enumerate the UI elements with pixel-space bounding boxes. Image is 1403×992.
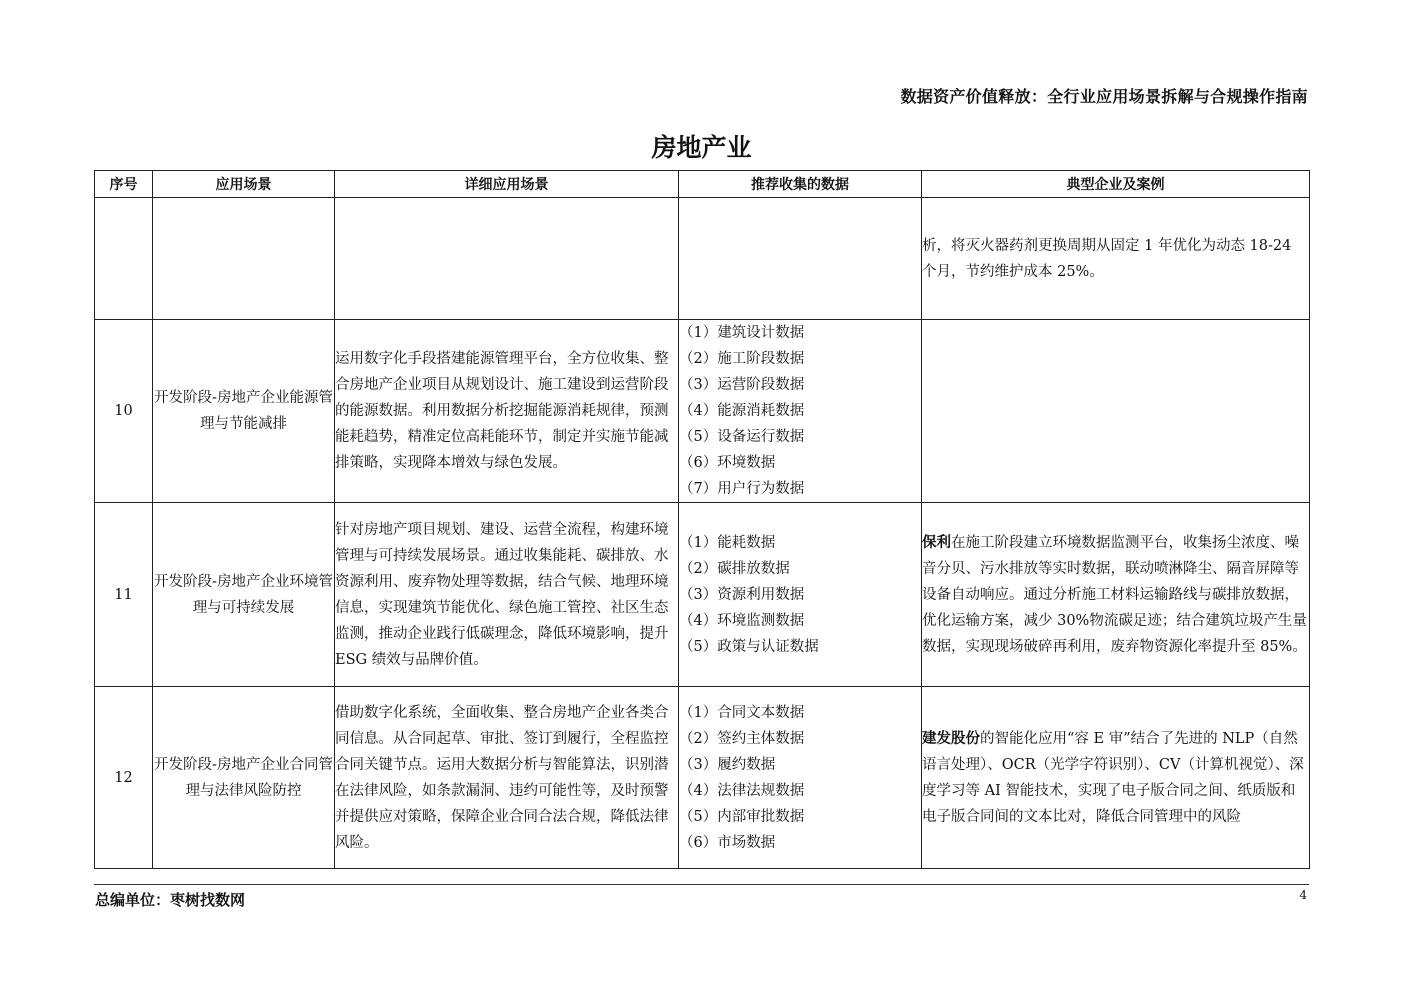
data-list [679,687,922,869]
row-number: 11 [95,503,153,687]
scene-name: 开发阶段-房地产企业能源管理与节能减排 [153,320,335,503]
cell-no [95,198,153,320]
footer-editor: 总编单位：枣树找数网 [95,891,246,909]
case-cell [922,320,1310,503]
data-item: （2）碳排放数据 [679,560,790,577]
case-company: 建发股份 [922,729,980,747]
data-item: （2）签约主体数据 [679,730,805,747]
data-list [679,503,922,687]
data-item: （6）环境数据 [679,455,776,471]
data-item: （5）设备运行数据 [679,429,805,445]
data-item: （1）建筑设计数据 [679,325,805,341]
data-item: （4）环境监测数据 [679,612,805,629]
table-row-12 [95,687,1310,869]
scene-name: 开发阶段-房地产企业合同管理与法律风险防控 [153,687,335,869]
cell-detail [335,198,679,320]
table-row-10 [95,320,1310,503]
cell-data [679,198,922,320]
scene-name: 开发阶段-房地产企业环境管理与可持续发展 [153,503,335,687]
header-data: 推荐收集的数据 [679,171,922,198]
page-number: 4 [1299,888,1307,902]
data-item: （3）运营阶段数据 [679,377,805,393]
data-item: （4）能源消耗数据 [679,403,805,419]
header-detail: 详细应用场景 [335,171,679,198]
scenario-table [94,170,1310,869]
case-company: 保利 [922,533,951,551]
data-item: （5）内部审批数据 [679,808,805,825]
cell-scene [153,198,335,320]
data-item: （4）法律法规数据 [679,782,805,799]
table-row-11 [95,503,1310,687]
data-item: （3）资源利用数据 [679,586,805,603]
data-item: （6）市场数据 [679,834,776,851]
case-cell [922,687,1310,869]
table-header-row [95,171,1310,198]
data-item: （2）施工阶段数据 [679,351,805,367]
data-item: （1）合同文本数据 [679,704,805,721]
row-number: 12 [95,687,153,869]
cell-case [922,198,1310,320]
document-header-title: 数据资产价值释放：全行业应用场景拆解与合规操作指南 [900,87,1308,106]
case-text: 的智能化应用“容 E 审”结合了先进的 NLP（自然语言处理）、OCR（光学字符识别）、CV（计算机视觉）、深度学习等 AI 智能技术，实现了电子版合同之间、纸质版和电子版合同间的文本比对，降低合同管理中的风险 [922,730,1304,825]
case-text: 在施工阶段建立环境数据监测平台，收集扬尘浓度、噪音分贝、污水排放等实时数据，联动喷淋降尘、隔音屏障等设备自动响应。通过分析施工材料运输路线与碳排放数据，优化运输方案，减少 30%物流碳足迹；结合建筑垃圾产生量数据，实现现场破碎再利用，废弃物资源化率提升至 85%。 [922,534,1307,655]
header-case: 典型企业及案例 [922,171,1310,198]
case-cell [922,503,1310,687]
header-no: 序号 [95,171,153,198]
table-row-continued [95,198,1310,320]
header-scene: 应用场景 [153,171,335,198]
scene-detail: 借助数字化系统，全面收集、整合房地产企业各类合同信息。从合同起草、审批、签订到履行，全程监控合同关键节点。运用大数据分析与智能算法，识别潜在法律风险，如条款漏洞、违约可能性等，及时预警并提供应对策略，保障企业合同合法合规，降低法律风险。 [335,687,679,869]
scene-detail: 针对房地产项目规划、建设、运营全流程，构建环境管理与可持续发展场景。通过收集能耗、碳排放、水资源利用、废弃物处理等数据，结合气候、地理环境信息，实现建筑节能优化、绿色施工管控、社区生态监测，推动企业践行低碳理念，降低环境影响，提升 ESG 绩效与品牌价值。 [335,503,679,687]
scene-detail: 运用数字化手段搭建能源管理平台，全方位收集、整合房地产企业项目从规划设计、施工建设到运营阶段的能源数据。利用数据分析挖掘能源消耗规律，预测能耗趋势，精准定位高耗能环节，制定并实施节能减排策略，实现降本增效与绿色发展。 [335,320,679,503]
data-item: （1）能耗数据 [679,534,776,551]
data-item: （7）用户行为数据 [679,481,805,497]
data-item: （5）政策与认证数据 [679,638,819,655]
data-list [679,320,922,503]
row-number: 10 [95,320,153,503]
case-text: 析，将灭火器药剂更换周期从固定 1 年优化为动态 18-24 个月，节约维护成本 25%。 [922,237,1292,280]
page-title: 房地产业 [651,133,752,162]
data-item: （3）履约数据 [679,756,776,773]
footer-divider [94,884,1309,885]
